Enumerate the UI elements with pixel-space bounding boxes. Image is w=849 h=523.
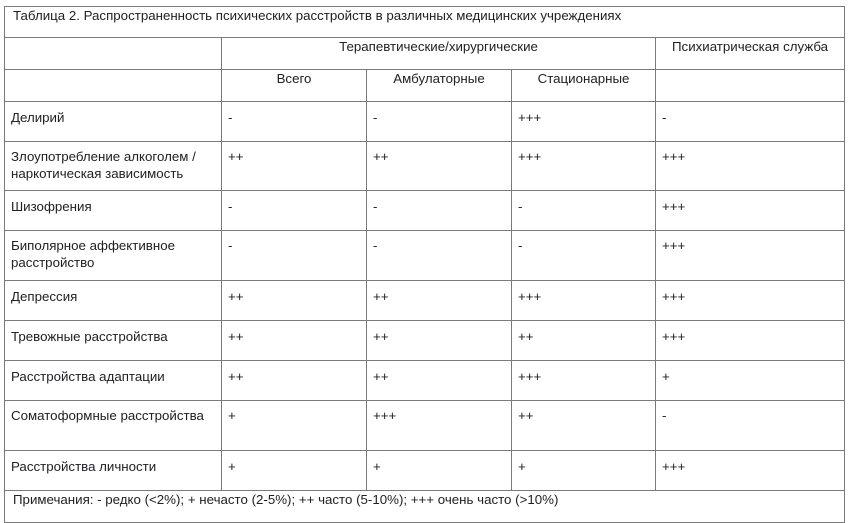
cell-total: - bbox=[222, 231, 367, 281]
cell-total: ++ bbox=[222, 321, 367, 361]
table-row bbox=[5, 321, 845, 361]
cell-inpatient: +++ bbox=[512, 281, 656, 321]
row-label: Шизофрения bbox=[5, 191, 222, 231]
table-title-row bbox=[5, 7, 845, 38]
table-row bbox=[5, 231, 845, 281]
table-row bbox=[5, 102, 845, 142]
cell-outpatient: + bbox=[367, 451, 512, 491]
row-label: Злоупотребление алкоголем / наркотическая зависимость bbox=[5, 142, 222, 191]
column-header-inpatient: Стационарные bbox=[512, 70, 656, 102]
cell-total: + bbox=[222, 401, 367, 451]
table-row bbox=[5, 451, 845, 491]
row-label: Делирий bbox=[5, 102, 222, 142]
cell-total: + bbox=[222, 451, 367, 491]
footnote-row bbox=[5, 491, 845, 523]
cell-total: - bbox=[222, 102, 367, 142]
table-row bbox=[5, 361, 845, 401]
cell-psychiatric: +++ bbox=[656, 451, 845, 491]
cell-total: ++ bbox=[222, 281, 367, 321]
therapeutic-surgical-header: Терапевтические/хирургические bbox=[222, 38, 656, 70]
table-row bbox=[5, 401, 845, 451]
empty-header-cell bbox=[5, 70, 222, 102]
cell-inpatient: ++ bbox=[512, 321, 656, 361]
cell-outpatient: ++ bbox=[367, 321, 512, 361]
cell-total: ++ bbox=[222, 142, 367, 191]
cell-psychiatric: +++ bbox=[656, 231, 845, 281]
cell-inpatient: +++ bbox=[512, 102, 656, 142]
row-label: Соматоформные расстройства bbox=[5, 401, 222, 451]
cell-outpatient: - bbox=[367, 231, 512, 281]
table-row bbox=[5, 191, 845, 231]
column-header-total: Всего bbox=[222, 70, 367, 102]
cell-outpatient: ++ bbox=[367, 142, 512, 191]
cell-psychiatric: - bbox=[656, 401, 845, 451]
row-label: Тревожные расстройства bbox=[5, 321, 222, 361]
table-caption: Таблица 2. Распространенность психических расстройств в различных медицинских учреждениях bbox=[5, 7, 845, 38]
cell-inpatient: + bbox=[512, 451, 656, 491]
cell-outpatient: ++ bbox=[367, 281, 512, 321]
cell-inpatient: - bbox=[512, 191, 656, 231]
cell-outpatient: ++ bbox=[367, 361, 512, 401]
table-row bbox=[5, 281, 845, 321]
row-label: Депрессия bbox=[5, 281, 222, 321]
cell-psychiatric: +++ bbox=[656, 191, 845, 231]
row-label: Расстройства адаптации bbox=[5, 361, 222, 401]
empty-header-cell bbox=[5, 38, 222, 70]
sub-header-row bbox=[5, 70, 845, 102]
cell-psychiatric: +++ bbox=[656, 281, 845, 321]
cell-total: - bbox=[222, 191, 367, 231]
cell-psychiatric: + bbox=[656, 361, 845, 401]
cell-psychiatric: - bbox=[656, 102, 845, 142]
cell-total: ++ bbox=[222, 361, 367, 401]
psychiatric-service-header: Психиатрическая служба bbox=[656, 38, 845, 70]
cell-psychiatric: +++ bbox=[656, 142, 845, 191]
cell-inpatient: ++ bbox=[512, 401, 656, 451]
row-label: Биполярное аффективное расстройство bbox=[5, 231, 222, 281]
prevalence-table bbox=[4, 6, 845, 523]
group-header-row bbox=[5, 38, 845, 70]
table-row bbox=[5, 142, 845, 191]
cell-outpatient: - bbox=[367, 102, 512, 142]
empty-header-cell bbox=[656, 70, 845, 102]
cell-inpatient: +++ bbox=[512, 142, 656, 191]
cell-outpatient: +++ bbox=[367, 401, 512, 451]
cell-inpatient: +++ bbox=[512, 361, 656, 401]
row-label: Расстройства личности bbox=[5, 451, 222, 491]
table-footnote: Примечания: - редко (<2%); + нечасто (2-5%); ++ часто (5-10%); +++ очень часто (>10%) bbox=[5, 491, 845, 523]
cell-outpatient: - bbox=[367, 191, 512, 231]
column-header-outpatient: Амбулаторные bbox=[367, 70, 512, 102]
cell-psychiatric: +++ bbox=[656, 321, 845, 361]
cell-inpatient: - bbox=[512, 231, 656, 281]
